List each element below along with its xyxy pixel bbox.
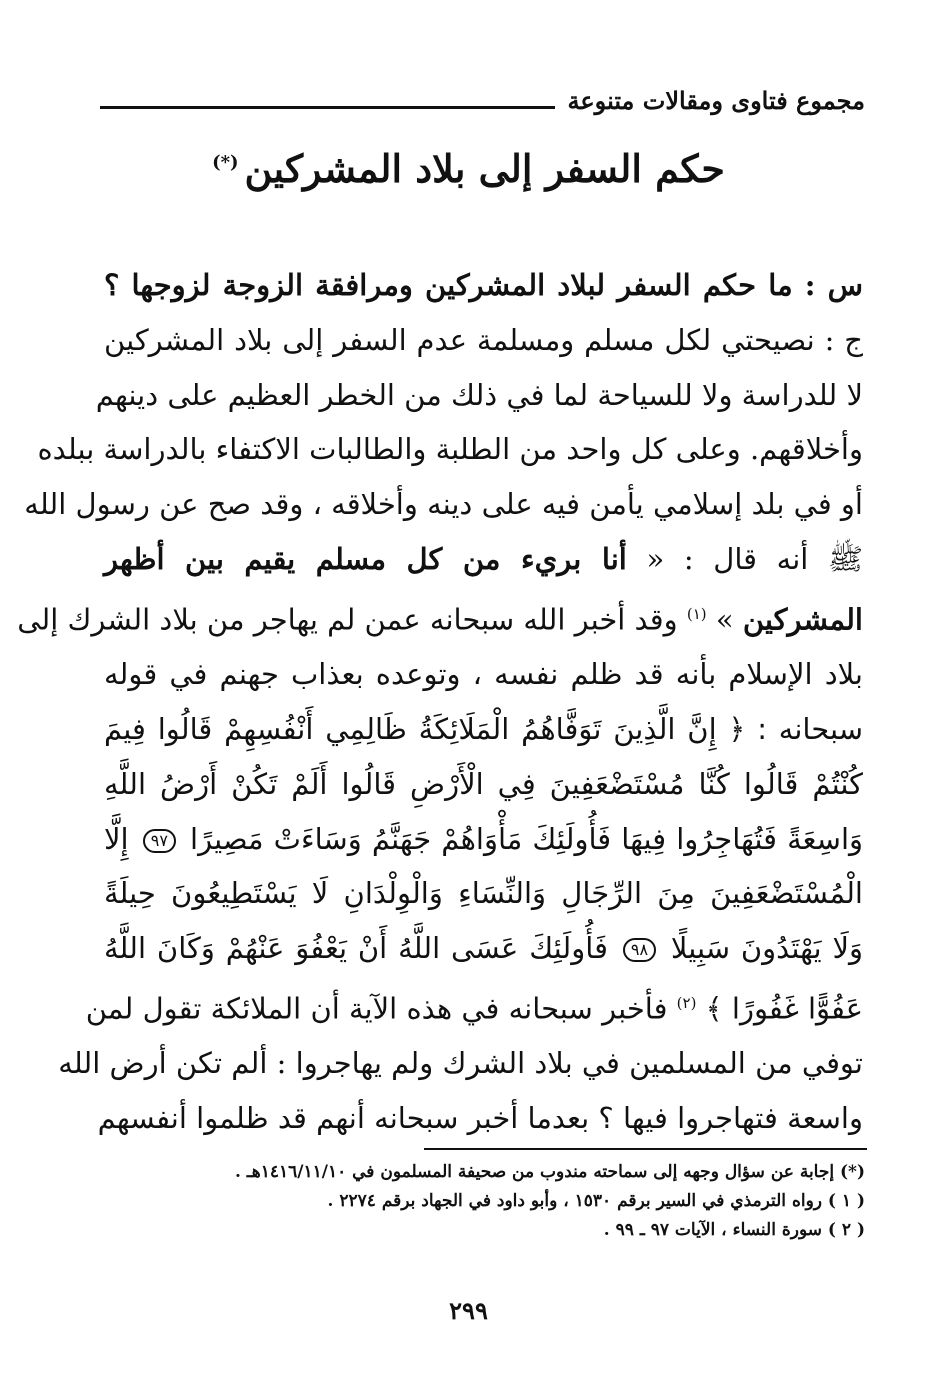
- footnote: (*) إجابة عن سؤال وجهه إلى سماحته مندوب من صحيفة المسلمون في ١٤١٦/١١/١٠هـ .: [234, 1162, 865, 1182]
- verse-text: وَاسِعَةً فَتُهَاجِرُوا فِيهَا فَأُولَئِكَ مَأْوَاهُمْ جَهَنَّمُ وَسَاءَتْ مَصِيرًا: [190, 821, 864, 856]
- footnotes: [104, 1158, 865, 1245]
- verse-text: إِلَّا: [104, 821, 129, 856]
- verse-line: [104, 702, 863, 757]
- header-rule: [100, 106, 555, 109]
- footnote-rule: [424, 1148, 867, 1150]
- after-verse-text: فأخبر سبحانه في هذه الآية أن الملائكة تقول لمن: [85, 991, 668, 1026]
- verse-end-line: [85, 976, 863, 1036]
- running-header: [100, 80, 865, 120]
- verse-line: كُنْتُمْ قَالُوا كُنَّا مُسْتَضْعَفِينَ فِي الْأَرْضِ قَالُوا أَلَمْ تَكُنْ أَرْضُ اللَّهِ: [104, 766, 863, 801]
- running-header-title: مجموع فتاوى ومقالات متنوعة: [567, 85, 865, 115]
- footnote: ( ٢ ) سورة النساء ، الآيات ٩٧ ـ ٩٩ .: [603, 1220, 865, 1240]
- title-footnote-mark: (*): [212, 152, 239, 174]
- hadith-close: »: [715, 602, 734, 637]
- answer-line: ج : نصيحتي لكل مسلم ومسلمة عدم السفر إلى بلاد المشركين: [104, 322, 863, 357]
- hadith-end-line: [17, 587, 863, 647]
- page-number: ٢٩٩: [449, 1296, 488, 1325]
- ayah-number-marker: ٩٨: [623, 938, 656, 962]
- answer-line: أو في بلد إسلامي يأمن فيه على دينه وأخلاقه ، وقد صح عن رسول الله: [24, 487, 863, 522]
- verse-text: عَفُوًّا غَفُورًا ﴾: [705, 991, 863, 1026]
- section-title: [0, 146, 937, 191]
- footnote-ref-2: (٢): [676, 994, 697, 1013]
- question-line: س : ما حكم السفر لبلاد المشركين ومرافقة الزوجة لزوجها ؟: [104, 268, 863, 302]
- main-text: [17, 258, 864, 1146]
- section-title-text: حكم السفر إلى بلاد المشركين: [244, 146, 725, 191]
- islam-line: بلاد الإسلام بأنه قد ظلم نفسه ، وتوعده بعذاب جهنم في قوله: [104, 657, 863, 692]
- footnote: ( ١ ) رواه الترمذي في السير برقم ١٥٣٠ ، وأبو داود في الجهاد برقم ٢٢٧٤ .: [327, 1191, 865, 1211]
- after-hadith-text: وقد أخبر الله سبحانه عمن لم يهاجر من بلاد الشرك إلى: [17, 602, 678, 637]
- answer-line: لا للدراسة ولا للسياحة لما في ذلك من الخطر العظيم على دينهم: [95, 377, 863, 412]
- verse-text: وَلَا يَهْتَدُونَ سَبِيلًا: [670, 931, 864, 966]
- closing-line: توفي من المسلمين في بلاد الشرك ولم يهاجروا : ألم تكن أرض الله: [58, 1046, 863, 1081]
- verse-text: ﴿ إِنَّ الَّذِينَ تَوَفَّاهُمُ الْمَلَائِكَةُ ظَالِمِي أَنْفُسِهِمْ قَالُوا فِيمَ: [104, 712, 746, 747]
- hadith-end: المشركين: [742, 602, 863, 637]
- verse-line: [104, 812, 863, 867]
- verse-text: فَأُولَئِكَ عَسَى اللَّهُ أَنْ يَعْفُوَ عَنْهُمْ وَكَانَ اللَّهُ: [104, 931, 608, 966]
- answer-line: وأخلاقهم. وعلى كل واحد من الطلبة والطالبات الاكتفاء بالدراسة ببلده: [37, 432, 863, 467]
- ayah-number-marker: ٩٧: [143, 829, 176, 853]
- hadith-text: أنا بريء من كل مسلم يقيم بين أظهر: [104, 541, 627, 576]
- verse-line: [104, 921, 863, 976]
- closing-line: واسعة فتهاجروا فيها ؟ بعدما أخبر سبحانه أنهم قد ظلموا أنفسهم: [97, 1101, 863, 1136]
- footnote-ref-1: (١): [686, 604, 707, 623]
- hadith-line: [104, 532, 863, 587]
- hadith-intro: ﷺ أنه قال : «: [646, 541, 863, 576]
- verse-line: الْمُسْتَضْعَفِينَ مِنَ الرِّجَالِ وَالنِّسَاءِ وَالْوِلْدَانِ لَا يَسْتَطِيعُونَ حِيلَةً: [104, 876, 863, 911]
- subhanahu-text: سبحانه :: [757, 712, 864, 747]
